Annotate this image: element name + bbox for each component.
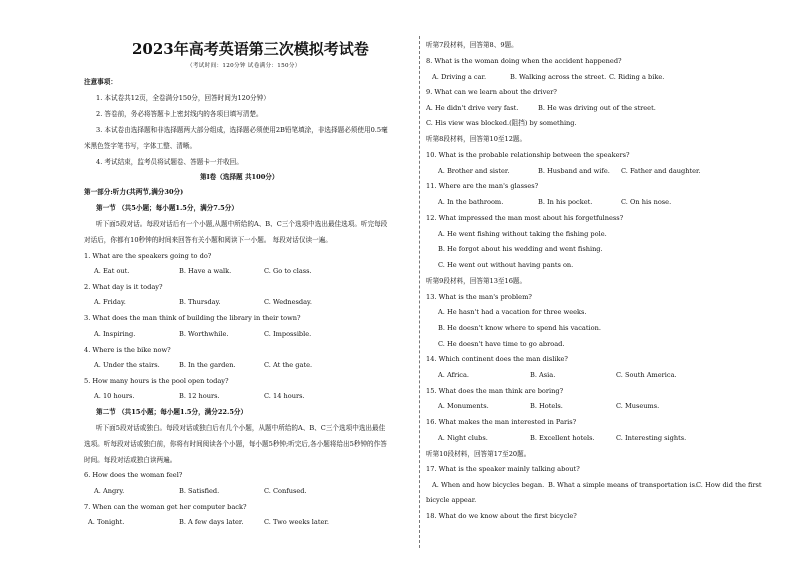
question-12: 12. What impressed the man most about his forgetfulness?: [426, 214, 624, 222]
page-title: 2023年高考英语第三次模拟考试卷: [132, 40, 369, 58]
q10-option-b: B. Husband and wife.: [538, 167, 610, 175]
section2-instructions-2: 选项。听每段对话或独白前，你将有时间阅读各个小题，每小题5秒钟;听完后,各小题将给出5秒钟的作答: [84, 440, 387, 448]
q6-option-c: C. Confused.: [264, 487, 307, 495]
notes-title: 注意事项：: [84, 78, 117, 86]
question-2: 2. What day is it today?: [84, 283, 163, 291]
note-3-cont: 米黑色签字笔书写，字体工整、清晰。: [84, 142, 197, 150]
q2-option-c: C. Wednesday.: [264, 298, 312, 306]
q16-option-c: C. Interesting sights.: [616, 434, 687, 442]
q5-option-c: C. 14 hours.: [264, 392, 305, 400]
q13-option-c: C. He doesn't have time to go abroad.: [438, 340, 565, 348]
q3-option-b: B. Worthwhile.: [179, 330, 229, 338]
column-divider: [419, 36, 420, 548]
question-11: 11. Where are the man's glasses?: [426, 182, 539, 190]
part1-heading: 第一部分:听力(共两节,满分30分): [84, 188, 184, 196]
note-2: 2. 答卷前，务必将答题卡上密封线内的各项目填写清楚。: [96, 110, 263, 118]
section2-instructions-1: 听下面5段对话或独白。每段对话或独白后有几个小题，从题中所给的A、B、C三个选项中选出最佳: [96, 424, 386, 432]
q4-option-c: C. At the gate.: [264, 361, 313, 369]
q5-option-a: A. 10 hours.: [94, 392, 135, 400]
question-5: 5. How many hours is the pool open today?: [84, 377, 229, 385]
question-10: 10. What is the probable relationship between the speakers?: [426, 151, 630, 159]
q12-option-a: A. He went fishing without taking the fishing pole.: [438, 230, 607, 238]
q8-option-a: A. Driving a car.: [432, 73, 487, 81]
q1-option-a: A. Eat out.: [94, 267, 130, 275]
q15-option-c: C. Museums.: [616, 402, 660, 410]
q8-option-c: C. Riding a bike.: [609, 73, 665, 81]
q1-option-c: C. Go to class.: [264, 267, 312, 275]
question-7: 7. When can the woman get her computer back?: [84, 503, 247, 511]
q4-option-b: B. In the garden.: [179, 361, 236, 369]
question-6: 6. How does the woman feel?: [84, 471, 183, 479]
q4-option-a: A. Under the stairs.: [94, 361, 160, 369]
q11-option-c: C. On his nose.: [621, 198, 672, 206]
material-7-heading: 听第7段材料，回答第8、9题。: [426, 41, 518, 49]
q7-option-c: C. Two weeks later.: [264, 518, 329, 526]
q10-option-a: A. Brother and sister.: [438, 167, 510, 175]
q11-option-b: B. In his pocket.: [538, 198, 593, 206]
question-15: 15. What does the man think are boring?: [426, 387, 564, 395]
q17-option-b: B. What a simple means of transportation is.: [548, 481, 698, 489]
q15-option-a: A. Monuments.: [438, 402, 489, 410]
right-column: [426, 0, 766, 562]
q15-option-b: B. Hotels.: [530, 402, 563, 410]
q17-option-c-cont: bicycle appear.: [426, 496, 477, 504]
material-8-heading: 听第8段材料，回答第10至12题。: [426, 135, 527, 143]
section1-heading: 第一节 （共5小题；每小题1.5分，满分7.5分）: [96, 204, 238, 212]
note-4: 4. 考试结束，监考员将试题卷、答题卡一并收回。: [96, 158, 243, 166]
q13-option-b: B. He doesn't know where to spend his vacation.: [438, 324, 601, 332]
q7-option-b: B. A few days later.: [179, 518, 244, 526]
q17-option-a: A. When and how bicycles began.: [432, 481, 545, 489]
q14-option-c: C. South America.: [616, 371, 677, 379]
q12-option-c: C. He went out without having pants on.: [438, 261, 574, 269]
question-17: 17. What is the speaker mainly talking about?: [426, 465, 580, 473]
question-8: 8. What is the woman doing when the accident happened?: [426, 57, 622, 65]
q3-option-a: A. Inspiring.: [94, 330, 136, 338]
section1-instructions-1: 听下面5段对话。每段对话后有一个小题,从题中所给的A、B、C三个选项中选出最佳选项。听完每段: [96, 220, 388, 228]
material-10-heading: 听第10段材料，回答第17至20题。: [426, 450, 531, 458]
q6-option-b: B. Satisfied.: [179, 487, 220, 495]
section2-instructions-3: 时间。每段对话或独白读两遍。: [84, 456, 177, 464]
q14-option-b: B. Asia.: [530, 371, 556, 379]
question-16: 16. What makes the man interested in Paris?: [426, 418, 577, 426]
material-9-heading: 听第9段材料，回答第13至16题。: [426, 277, 527, 285]
note-3: 3. 本试卷由选择题和非选择题两大部分组成，选择题必须使用2B铅笔填涂，非选择题必须使用0.5毫: [96, 126, 388, 134]
q9-option-a: A. He didn't drive very fast.: [426, 104, 519, 112]
section1-instructions-2: 对话后，你都有10秒钟的时间来回答有关小题和阅读下一小题。 每段对话仅读一遍。: [84, 236, 332, 244]
q16-option-a: A. Night clubs.: [438, 434, 488, 442]
section2-heading: 第二节 （共15小题；每小题1.5分，满分22.5分）: [96, 408, 248, 416]
q14-option-a: A. Africa.: [438, 371, 470, 379]
q10-option-c: C. Father and daughter.: [621, 167, 701, 175]
exam-subtitle: （考试时间：120分钟 试卷满分：150分）: [187, 63, 301, 69]
question-9: 9. What can we learn about the driver?: [426, 88, 557, 96]
question-13: 13. What is the man's problem?: [426, 293, 532, 301]
q5-option-b: B. 12 hours.: [179, 392, 220, 400]
question-3: 3. What does the man think of building the library in their town?: [84, 314, 301, 322]
volume-heading: 第Ⅰ卷（选择题 共100分）: [200, 173, 279, 181]
q13-option-a: A. He hasn't had a vacation for three weeks.: [438, 308, 587, 316]
q7-option-a: A. Tonight.: [88, 518, 125, 526]
q11-option-a: A. In the bathroom.: [438, 198, 504, 206]
question-18: 18. What do we know about the first bicycle?: [426, 512, 577, 520]
left-column: [82, 0, 415, 562]
q2-option-a: A. Friday.: [94, 298, 126, 306]
q6-option-a: A. Angry.: [94, 487, 125, 495]
q12-option-b: B. He forgot about his wedding and went fishing.: [438, 245, 603, 253]
q8-option-b: B. Walking across the street.: [510, 73, 607, 81]
note-1: 1. 本试卷共12页，全卷满分150分，回答时间为120分钟）: [96, 94, 270, 102]
question-4: 4. Where is the bike now?: [84, 346, 171, 354]
q9-option-c: C. His view was blocked.(阻挡) by something.: [426, 119, 577, 127]
q16-option-b: B. Excellent hotels.: [530, 434, 595, 442]
q9-option-b: B. He was driving out of the street.: [538, 104, 656, 112]
q17-option-c: C. How did the first: [696, 481, 762, 489]
q3-option-c: C. Impossible.: [264, 330, 312, 338]
question-14: 14. Which continent does the man dislike?: [426, 355, 568, 363]
q2-option-b: B. Thursday.: [179, 298, 221, 306]
question-1: 1. What are the speakers going to do?: [84, 252, 212, 260]
q1-option-b: B. Have a walk.: [179, 267, 232, 275]
